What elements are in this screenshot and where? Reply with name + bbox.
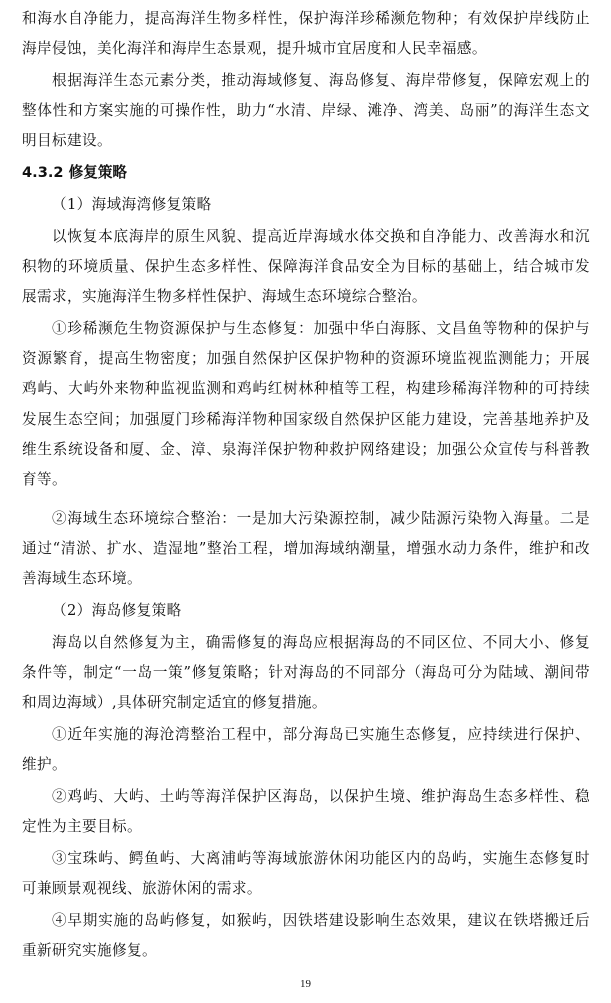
- list-item-island-3: ③宝珠屿、鳄鱼屿、大离浦屿等海域旅游休闲功能区内的岛屿，实施生态修复时可兼顾景观视线、旅游休闲的需求。: [22, 850, 590, 898]
- section-heading: 4.3.2 修复策略: [22, 164, 128, 181]
- paragraph-intro-continued: 和海水自净能力，提高海洋生物多样性，保护海洋珍稀濒危物种；有效保护岸线防止海岸侵蚀，美化海洋和海岸生态景观，提升城市宜居度和人民幸福感。: [22, 10, 590, 58]
- paragraph-island-intro: 海岛以自然修复为主，确需修复的海岛应根据海岛的不同区位、不同大小、修复条件等，制定“一岛一策”修复策略；针对海岛的不同部分（海岛可分为陆域、潮间带和周边海域）,具体研究制定适宜的修复措施。: [22, 634, 590, 712]
- list-item-island-1: ①近年实施的海沧湾整治工程中，部分海岛已实施生态修复，应持续进行保护、维护。: [22, 726, 590, 774]
- subsection-title-island: （2）海岛修复策略: [52, 602, 182, 619]
- paragraph-eco-elements: 根据海洋生态元素分类，推动海域修复、海岛修复、海岸带修复，保障宏观上的整体性和方案实施的可操作性，助力“水清、岸绿、滩净、湾美、岛丽”的海洋生态文明目标建设。: [22, 72, 590, 150]
- list-item-environment-remediation: ②海域生态环境综合整治：一是加大污染源控制，减少陆源污染物入海量。二是通过“清淤、扩水、造湿地”整治工程，增加海域纳潮量，增强水动力条件，维护和改善海域生态环境。: [22, 510, 590, 588]
- list-item-island-2: ②鸡屿、大屿、土屿等海洋保护区海岛，以保护生境、维护海岛生态多样性、稳定性为主要目标。: [22, 788, 590, 836]
- subsection-title-sea-area: （1）海域海湾修复策略: [52, 196, 212, 213]
- paragraph-sea-area-intro: 以恢复本底海岸的原生风貌、提高近岸海域水体交换和自净能力、改善海水和沉积物的环境质量、保护生态多样性、保障海洋食品安全为目标的基础上，结合城市发展需求，实施海洋生物多样性保护、海域生态环境综合整治。: [22, 228, 590, 306]
- page-number: 19: [300, 978, 311, 990]
- list-item-species-protection: ①珍稀濒危生物资源保护与生态修复：加强中华白海豚、文昌鱼等物种的保护与资源繁育，提高生物密度；加强自然保护区保护物种的资源环境监视监测能力；开展鸡屿、大屿外来物种监视监测和鸡屿红树林种植等工程，构建珍稀海洋物种的可持续发展生态空间；加强厦门珍稀海洋物种国家级自然保护区能力建设，完善基地养护及维生系统设备和厦、金、漳、泉海洋保护物种救护网络建设；加强公众宣传与科普教育等。: [22, 320, 590, 489]
- list-item-island-4: ④早期实施的岛屿修复，如猴屿，因铁塔建设影响生态效果，建议在铁塔搬迁后重新研究实施修复。: [22, 912, 590, 960]
